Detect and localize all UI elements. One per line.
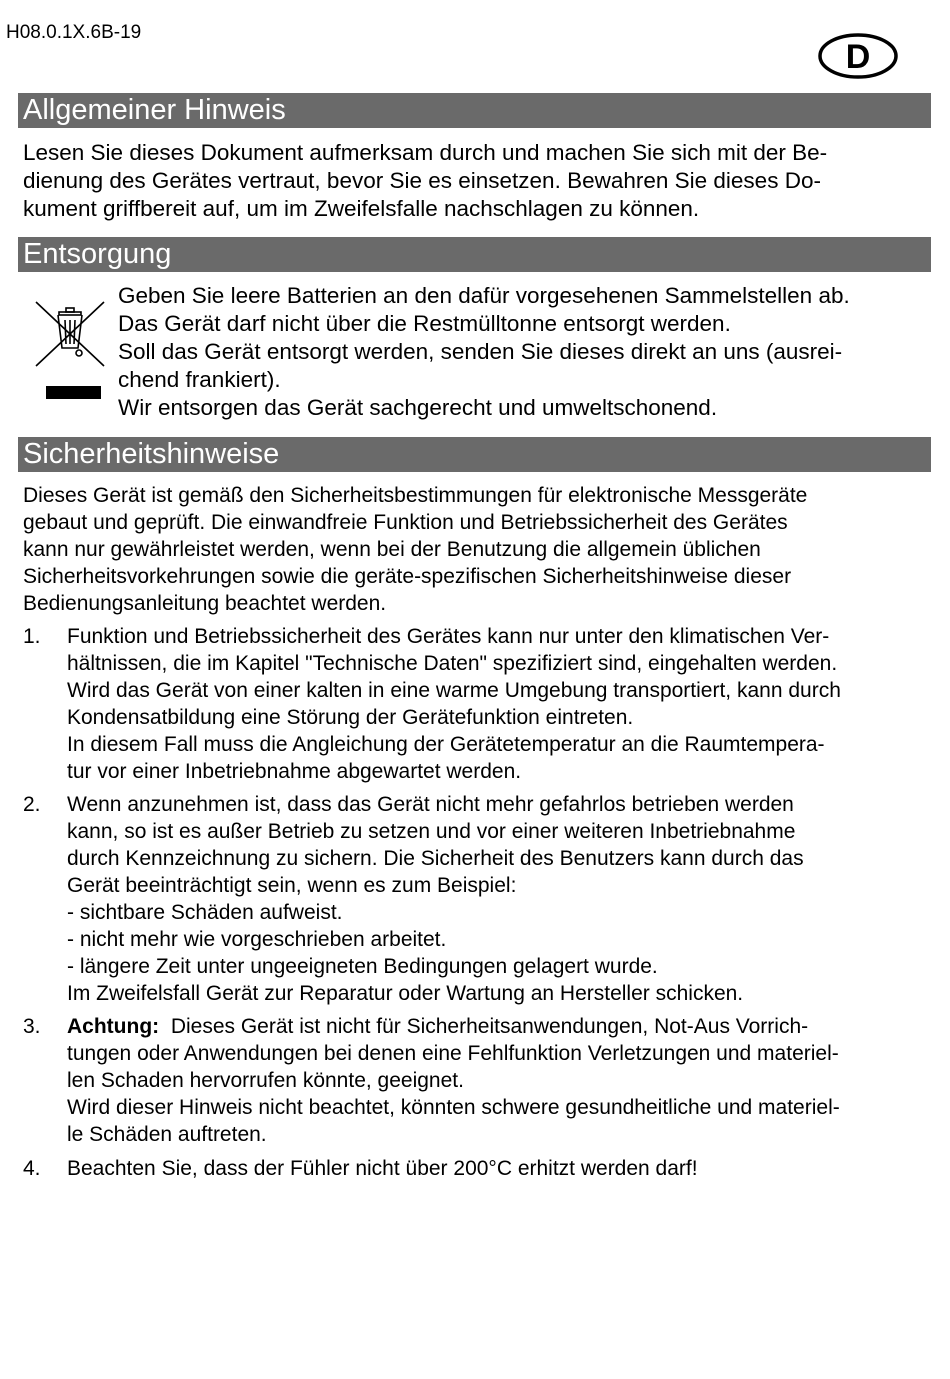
list-item-number: 2.	[23, 793, 41, 816]
document-id: H08.0.1X.6B-19	[6, 22, 142, 43]
text-line: Funktion und Betriebssicherheit des Gerätes kann nur unter den klimatischen Ver-	[67, 625, 830, 648]
text-line	[67, 1013, 937, 1040]
text-line: Kondensatbildung eine Störung der Gerätefunktion eintreten.	[67, 706, 634, 729]
text-line: dienung des Gerätes vertraut, bevor Sie es einsetzen. Bewahren Sie dieses Do-	[23, 168, 821, 193]
text-line: chend frankiert).	[118, 367, 281, 392]
warning-label: Achtung:	[67, 1015, 160, 1038]
text-line: Sicherheitsvorkehrungen sowie die geräte-spezifischen Sicherheitshinweise dieser	[23, 565, 792, 588]
text-line: Soll das Gerät entsorgt werden, senden Sie dieses direkt an uns (ausrei-	[118, 339, 843, 364]
language-badge	[818, 33, 898, 79]
text-line: Wird dieser Hinweis nicht beachtet, könnten schwere gesundheitliche und materiel-	[67, 1096, 840, 1119]
text-line: kann nur gewährleistet werden, wenn bei der Benutzung die allgemein üblichen	[23, 538, 761, 561]
text-line: Wir entsorgen das Gerät sachgerecht und umweltschonend.	[118, 395, 718, 420]
text-line: - sichtbare Schäden aufweist.	[67, 901, 343, 924]
text-line: tungen oder Anwendungen bei denen eine Fehlfunktion Verletzungen und materiel-	[67, 1042, 839, 1065]
list-item-number: 1.	[23, 625, 41, 648]
text-line: Wenn anzunehmen ist, dass das Gerät nicht mehr gefahrlos betrieben werden	[67, 793, 794, 816]
text-line: kument griffbereit auf, um im Zweifelsfalle nachschlagen zu können.	[23, 196, 700, 221]
text-line: Wird das Gerät von einer kalten in eine warme Umgebung transportiert, kann durch	[67, 679, 841, 702]
hinweis-paragraph	[23, 139, 923, 223]
text-line: Das Gerät darf nicht über die Restmülltonne entsorgt werden.	[118, 311, 731, 336]
text-line: len Schaden hervorrufen könnte, geeignet.	[67, 1069, 464, 1092]
weee-crossed-bin-icon	[34, 300, 106, 368]
weee-bar	[46, 386, 101, 399]
text-line: Gerät beeinträchtigt sein, wenn es zum Beispiel:	[67, 874, 517, 897]
sicherheit-intro	[23, 482, 923, 617]
language-badge-letter: D	[845, 38, 871, 76]
section-heading-hinweis: Allgemeiner Hinweis	[18, 93, 931, 128]
list-item-number: 4.	[23, 1157, 41, 1180]
text-line: Geben Sie leere Batterien an den dafür vorgesehenen Sammelstellen ab.	[118, 283, 850, 308]
text-line: tur vor einer Inbetriebnahme abgewartet werden.	[67, 760, 522, 783]
text-line: Bedienungsanleitung beachtet werden.	[23, 592, 387, 615]
text-line: Dieses Gerät ist gemäß den Sicherheitsbestimmungen für elektronische Messgeräte	[23, 484, 808, 507]
text-line: Im Zweifelsfall Gerät zur Reparatur oder Wartung an Hersteller schicken.	[67, 982, 744, 1005]
entsorgung-text	[118, 282, 928, 422]
list-item-number: 3.	[23, 1015, 41, 1038]
section-heading-entsorgung: Entsorgung	[18, 237, 931, 272]
text-line: In diesem Fall muss die Angleichung der Gerätetemperatur an die Raumtempera-	[67, 733, 825, 756]
text-line: durch Kennzeichnung zu sichern. Die Sicherheit des Benutzers kann durch das	[67, 847, 804, 870]
text-line: gebaut und geprüft. Die einwandfreie Funktion und Betriebssicherheit des Gerätes	[23, 511, 788, 534]
text-line: kann, so ist es außer Betrieb zu setzen und vor einer weiteren Inbetriebnahme	[67, 820, 796, 843]
text-line: le Schäden auftreten.	[67, 1123, 267, 1146]
text-line-rest: Dieses Gerät ist nicht für Sicherheitsanwendungen, Not-Aus Vorrich-	[170, 1015, 809, 1038]
text-line: - nicht mehr wie vorgeschrieben arbeitet.	[67, 928, 447, 951]
text-line: hältnissen, die im Kapitel "Technische Daten" spezifiziert sind, eingehalten werden.	[67, 652, 838, 675]
text-line: Beachten Sie, dass der Fühler nicht über 200°C erhitzt werden darf!	[67, 1157, 698, 1180]
section-heading-sicherheit: Sicherheitshinweise	[18, 437, 931, 472]
text-line: Lesen Sie dieses Dokument aufmerksam durch und machen Sie sich mit der Be-	[23, 140, 828, 165]
text-line: - längere Zeit unter ungeeigneten Bedingungen gelagert wurde.	[67, 955, 658, 978]
